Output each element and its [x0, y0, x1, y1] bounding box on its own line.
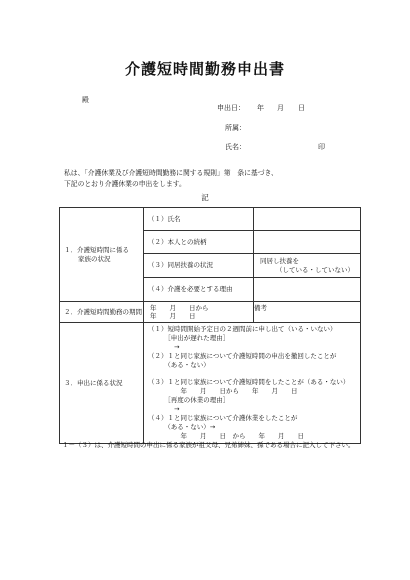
status-detail-cell[interactable]: [144, 323, 361, 444]
family-name-label: （１）氏名: [144, 208, 254, 231]
ki-heading: 記: [201, 193, 209, 202]
date-day-label: 日: [298, 104, 305, 112]
section-1-label-line-2: 家族の状況: [78, 254, 111, 263]
status-line: （ある・ない）: [148, 360, 210, 369]
name-label: 氏名：: [225, 143, 246, 151]
period-from: 年 月 日から: [150, 303, 209, 312]
footnote: １－（３）は、介護短時間の申出に係る家族が祖父母、兄弟姉妹、孫である場合に記入して下さい。: [62, 441, 355, 449]
addressee-honorific: 殿: [82, 96, 89, 104]
status-line: 年 月 日から 年 月 日: [148, 387, 298, 396]
remarks-label: 備考: [254, 304, 267, 312]
family-name-row: [60, 208, 361, 231]
cohabitation-field[interactable]: [254, 254, 361, 278]
affiliation-label: 所属：: [225, 124, 246, 132]
period-field[interactable]: [144, 302, 254, 323]
relationship-field[interactable]: [254, 231, 361, 254]
body-text-line-1: 私は、「介護休業及び介護短時間勤務に関する規則」第 条に基づき、: [64, 169, 278, 177]
period-row: [60, 302, 361, 323]
section-2-label-cell: ２．介護短時間勤務の期間: [60, 302, 144, 323]
care-reason-field[interactable]: [254, 278, 361, 302]
application-date-label: 申出日：: [217, 104, 245, 112]
seal-mark: 印: [318, 143, 325, 151]
section-3-label-cell: ３．申出に係る状況: [60, 323, 144, 444]
body-text-line-2: 下記のとおり介護休業の申出をします。: [64, 180, 186, 188]
family-name-field[interactable]: [254, 208, 361, 231]
status-line: （２）１と同じ家族について介護短時間の申出を撤回したことが: [148, 351, 337, 360]
status-line: →: [148, 405, 180, 414]
remarks-cell[interactable]: [254, 302, 361, 323]
relationship-label: （２）本人との続柄: [144, 231, 254, 254]
status-line: （３）１と同じ家族について介護短時間をしたことが（ある・ない）: [148, 378, 350, 387]
cohabitation-value-line-2: （している・していない）: [276, 265, 354, 274]
status-line: （１）短時間開始予定日の２週間前に申し出て（いる・いない）: [148, 325, 337, 333]
section-1-label-cell: [60, 208, 144, 302]
status-line: →: [148, 342, 180, 351]
status-line: 年 月 日 から 年 月 日: [148, 431, 304, 440]
application-form-table: [59, 207, 361, 444]
status-line: ［再度の休業の理由］: [148, 396, 230, 405]
period-to: 年 月 日: [150, 312, 196, 320]
section-1-label-line-1: １．介護短時間に係る: [64, 246, 129, 255]
status-row: [60, 323, 361, 444]
status-line: ［申出が遅れた理由］: [148, 333, 230, 342]
care-reason-label: （４）介護を必要とする理由: [144, 278, 254, 302]
document-title: 介護短時間勤務申出書: [124, 60, 285, 78]
status-line: （ある・ない）→: [148, 422, 216, 431]
cohabitation-label: （３）同居扶養の状況: [144, 254, 254, 278]
date-month-label: 月: [277, 104, 284, 112]
date-year-label: 年: [257, 104, 264, 112]
cohabitation-value-line-1: 同居し扶養を: [260, 257, 299, 266]
status-line: （４）１と同じ家族について介護休業をしたことが: [148, 414, 298, 423]
